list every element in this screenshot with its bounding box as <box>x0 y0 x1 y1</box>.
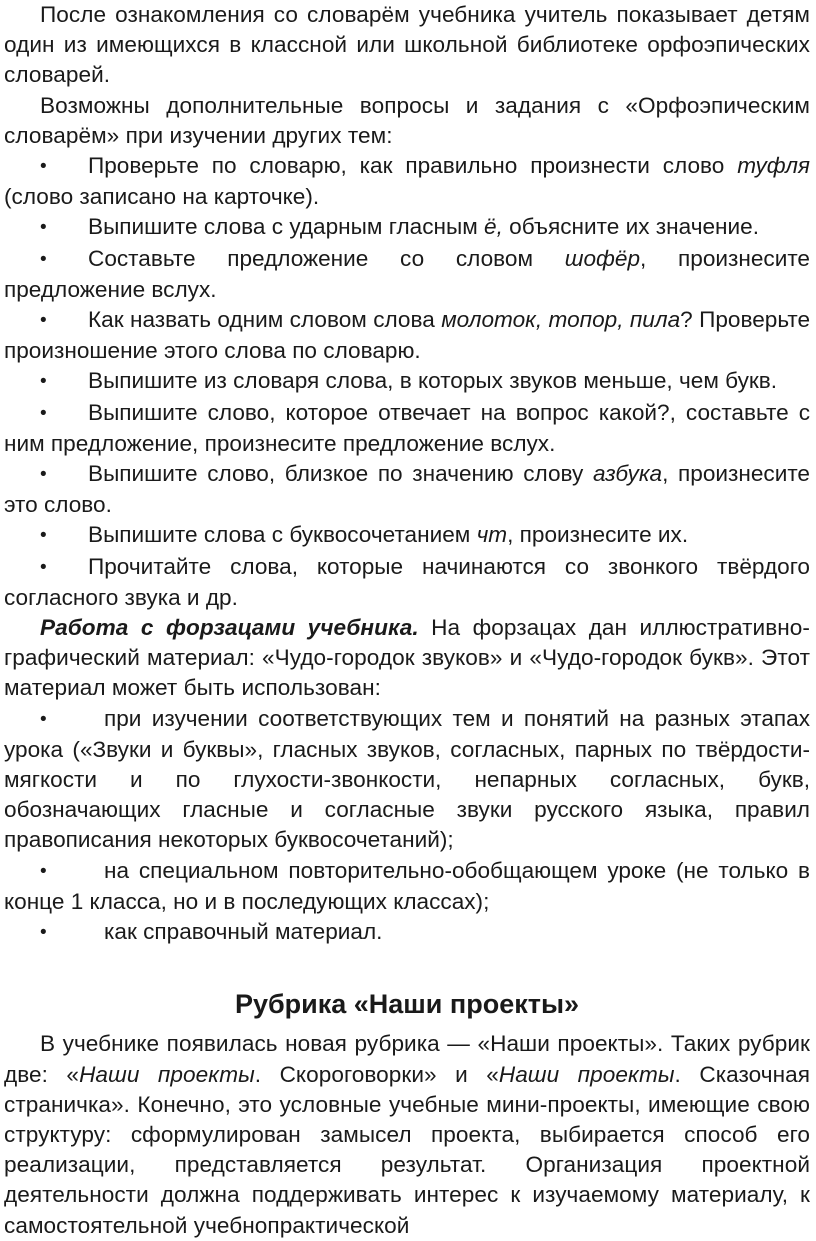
forzaz-title: Работа с форзацами учебника. <box>40 615 419 641</box>
bullet-icon: • <box>40 371 47 393</box>
task-word: чт <box>476 522 508 548</box>
projects-rubric-name: Наши проекты <box>79 1061 255 1087</box>
task-text: объясните их значение. <box>502 214 759 240</box>
task-word: ё, <box>484 214 503 240</box>
section-heading: Рубрика «Наши проекты» <box>234 989 580 1020</box>
task-item-5 <box>4 366 810 397</box>
projects-text: В учебнике появилась новая рубрика — «Наши проекты». Таких рубрик две: « <box>4 1031 810 1087</box>
task-item-3 <box>4 244 810 305</box>
task-text: Прочитайте слова, которые начинаются со звонкого твёрдого согласного звука и др. <box>4 553 810 610</box>
questions-intro-paragraph: Возможны дополнительные вопросы и задания с «Орфоэпическим словарём» при изучении других тем: <box>4 92 810 148</box>
bullet-icon: • <box>40 217 47 239</box>
task-text: (слово записано на карточке). <box>4 184 320 210</box>
task-text: Составьте предложение со словом <box>88 245 565 271</box>
bullet-icon: • <box>40 402 47 424</box>
task-item-8 <box>4 520 810 551</box>
usage-text: при изучении соответствующих тем и понятий на разных этапах урока («Звуки и буквы», гласных звуков, согласных, парных по твёрдости-мягкости и по глухости-звонкости, непарных согласных, букв, обозначающих гласные и согласные звуки русского языка, правил правописания некоторых буквосочетаний); <box>4 705 810 853</box>
forzaz-text: На форзацах дан иллюстративно-графический материал: «Чудо-городок звуков» и «Чудо-городок букв». Этот материал может быть использован: <box>4 615 810 701</box>
task-item-9 <box>4 552 810 613</box>
usage-text: как справочный материал. <box>104 919 383 945</box>
usage-item-3 <box>4 917 810 948</box>
task-text: Проверьте по словарю, как правильно произнести слово <box>88 153 738 179</box>
bullet-icon: • <box>40 922 47 944</box>
task-word: туфля <box>737 153 810 179</box>
task-item-4 <box>4 305 810 366</box>
section-spacer <box>4 948 810 987</box>
usage-item-2 <box>4 856 810 917</box>
task-text: Выпишите слово, близкое по значению слову <box>88 461 594 487</box>
task-text: Выпишите слово, которое отвечает на вопрос какой?, составьте с ним предложение, произнесите предложение вслух. <box>4 399 810 456</box>
document-page <box>4 0 810 1241</box>
task-text: Выпишите слова с ударным гласным <box>88 214 485 240</box>
task-text: , произнесите это слово. <box>4 461 810 518</box>
task-text: , произнесите предложение вслух. <box>4 245 810 302</box>
projects-paragraph <box>4 1029 810 1240</box>
usage-text: на специальном повторительно-обобщающем уроке (не только в конце 1 класса, но и в последующих классах); <box>4 857 810 914</box>
bullet-icon: • <box>40 525 47 547</box>
task-item-1 <box>4 151 810 212</box>
task-text: Как назвать одним словом слова <box>88 307 442 333</box>
task-text: ? Проверьте произношение этого слова по словарю. <box>4 307 811 364</box>
task-item-6 <box>4 398 810 459</box>
task-word: азбука <box>593 461 663 487</box>
projects-text: . Скороговорки» и « <box>254 1061 499 1087</box>
usage-item-1 <box>4 704 810 856</box>
projects-text: . Сказочная страничка». Конечно, это условные учебные мини-проекты, имеющие свою структуру: сформулирован замысел проекта, выбирается способ его реализации, представляется результат. Организация проектной деятельности должна поддерживать интерес к изучаемому материалу, к самостоятельной учебнопрактической <box>4 1061 811 1238</box>
forzaz-paragraph <box>4 613 810 704</box>
projects-rubric-name: Наши проекты <box>498 1061 675 1087</box>
task-word: молоток, топор, пила <box>441 307 681 333</box>
task-text: Выпишите слова с буквосочетанием <box>88 522 477 548</box>
bullet-icon: • <box>40 708 47 730</box>
task-item-7 <box>4 459 810 520</box>
bullet-icon: • <box>40 156 47 178</box>
bullet-icon: • <box>40 464 47 486</box>
task-item-2 <box>4 212 810 243</box>
bullet-icon: • <box>40 248 47 270</box>
intro-paragraph: После ознакомления со словарём учебника учитель показывает детям один из имеющихся в классной или школьной библиотеке орфоэпических словарей. <box>4 2 810 88</box>
task-word: шофёр <box>564 245 641 271</box>
bullet-icon: • <box>40 310 47 332</box>
bullet-icon: • <box>40 860 47 882</box>
bullet-icon: • <box>40 556 47 578</box>
task-text: , произнесите их. <box>507 522 689 548</box>
task-text: Выпишите из словаря слова, в которых звуков меньше, чем букв. <box>88 368 778 394</box>
